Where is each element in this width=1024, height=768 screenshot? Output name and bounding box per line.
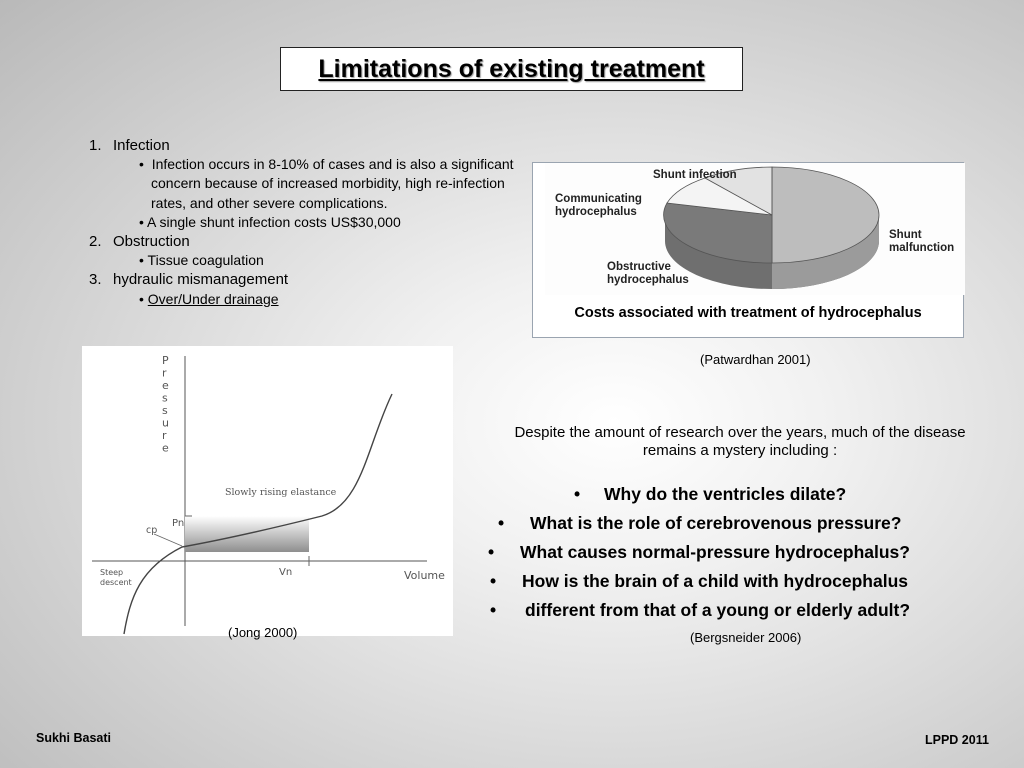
question-item [470,484,990,513]
bullet-icon: • [139,213,144,230]
citation-patwardhan: (Patwardhan 2001) [700,352,811,367]
question-text: What is the role of cerebrovenous pressure? [530,513,902,533]
outline-item-obstruction [85,232,525,251]
cp-pointer [154,534,182,546]
question-text: What causes normal-pressure hydrocephalus? [520,542,910,562]
question-item [470,542,990,571]
pie-label-obstructive: Obstructive hydrocephalus [607,261,689,286]
sub-item-text: Tissue coagulation [147,252,264,269]
volume-axis-label: Volume [404,569,445,582]
bullet-icon: • [574,484,581,504]
question-text: different from that of a young or elderly adult? [525,600,911,620]
footer-event: LPPD 2011 [925,733,989,747]
title-box [280,47,743,91]
bullet-icon: • [490,600,497,620]
bullet-icon: • [139,252,144,269]
steep-descent-label: Steep descent [100,568,132,587]
question-text: How is the brain of a child with hydrocephalus [522,571,909,591]
pressure-volume-figure [82,346,453,636]
elastance-annotation: Slowly rising elastance [225,487,337,498]
pie-caption: Costs associated with treatment of hydrocephalus [574,305,922,321]
item-number: 3. [89,271,102,289]
sub-item [85,251,525,270]
slide-title: Limitations of existing treatment [318,54,705,83]
sub-item-text: Over/Under drainage [147,290,279,307]
questions-list [470,484,990,629]
pressure-axis-label: P r e s s u r e [162,354,169,455]
sub-item [85,155,525,213]
pie-figure [532,162,964,338]
citation-jong: (Jong 2000) [228,625,298,640]
bullet-icon: • [139,290,144,307]
sub-item-text: Infection occurs in 8-10% of cases and is also a significant concern because of increased morbidity, high re-infection rates, and other severe complications. [151,156,514,211]
bullet-icon: • [498,513,505,533]
item-label: Infection [113,137,170,154]
research-paragraph: Despite the amount of research over the years, much of the disease remains a mystery including : [514,424,966,459]
question-item [470,600,990,629]
question-item [470,571,990,600]
item-number: 1. [89,137,102,154]
item-number: 2. [89,233,102,251]
sub-item [85,213,525,232]
pie-label-communicating: Communicating hydrocephalus [555,193,642,218]
limitations-outline [85,136,525,309]
outline-item-infection [85,136,525,155]
question-item [470,513,990,542]
outline-item-hydraulic [85,270,525,289]
bullet-icon: • [139,156,144,173]
question-text: Why do the ventricles dilate? [604,484,847,504]
vn-label: Vn [279,567,293,578]
cp-label: cp [146,525,158,536]
pie-chart-image [545,163,965,295]
pie-label-shunt-infection: Shunt infection [653,169,737,181]
pressure-volume-drawing [82,346,453,636]
pn-label: Pn [172,518,185,529]
bullet-icon: • [488,542,495,562]
citation-bergsneider: (Bergsneider 2006) [690,630,802,645]
pie-label-malfunction: Shunt malfunction [889,229,955,254]
item-label: hydraulic mismanagement [113,271,289,289]
item-label: Obstruction [113,233,190,251]
bullet-icon: • [490,571,497,591]
sub-item-text: A single shunt infection costs US$30,000 [147,213,401,230]
footer-author: Sukhi Basati [36,731,112,745]
sub-item [85,290,525,309]
